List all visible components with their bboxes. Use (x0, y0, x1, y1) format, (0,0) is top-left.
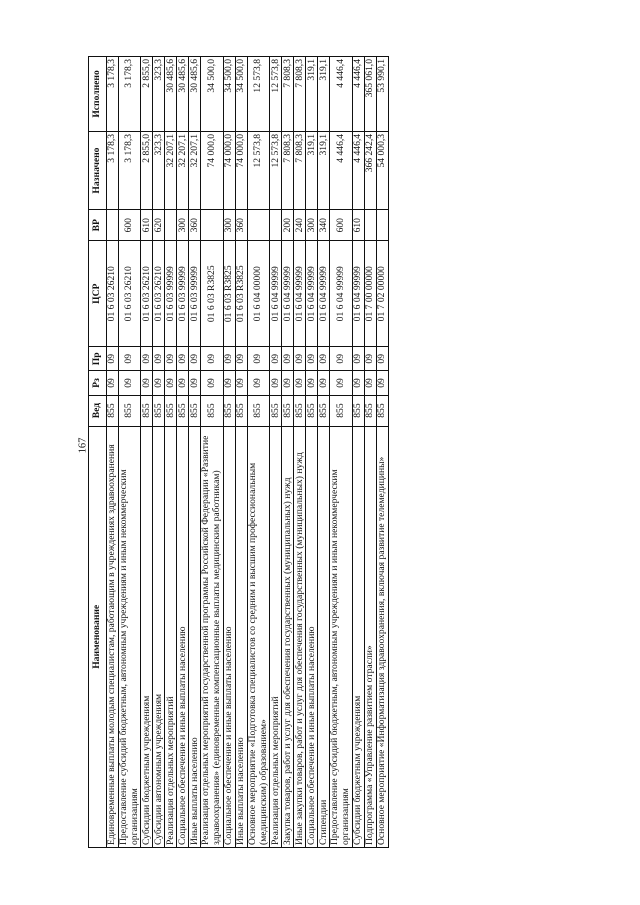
cell-csr: 01 7 00 00000 (364, 241, 376, 347)
cell-csr: 01 6 04 99999 (330, 241, 352, 347)
cell-ved: 855 (294, 395, 306, 426)
cell-ved: 855 (235, 395, 247, 426)
cell-name: Подпрограмма «Управление развитием отрасли» (364, 426, 376, 847)
cell-csr: 01 6 04 99999 (282, 241, 294, 347)
cell-pr: 09 (306, 347, 318, 371)
table-row (306, 57, 318, 848)
cell-name: Реализация отдельных мероприятий государственной программы Российской Федерации «Развитие здравоохранения» (единовременные компенсационные выплаты медицинским работникам) (201, 426, 223, 847)
cell-pr: 09 (364, 347, 376, 371)
cell-pr: 09 (235, 347, 247, 371)
cell-ved: 855 (165, 395, 177, 426)
cell-csr: 01 6 04 99999 (352, 241, 364, 347)
cell-rz: 09 (201, 371, 223, 395)
table-row (376, 57, 388, 848)
cell-pr: 09 (201, 347, 223, 371)
cell-vr: 360 (235, 210, 247, 241)
cell-csr: 01 6 03 26210 (153, 241, 165, 347)
cell-csr: 01 6 04 99999 (306, 241, 318, 347)
cell-assigned: 4 446,4 (352, 131, 364, 209)
cell-csr: 01 6 03 R3825 (201, 241, 223, 347)
cell-assigned: 4 446,4 (330, 131, 352, 209)
cell-executed: 323,3 (153, 57, 165, 132)
cell-csr: 01 6 03 99999 (189, 241, 201, 347)
cell-vr: 340 (318, 210, 330, 241)
cell-name: Основное мероприятие «Информатизация здравоохранения, включая развитие телемедицины» (376, 426, 388, 847)
cell-ved: 855 (330, 395, 352, 426)
cell-vr: 200 (282, 210, 294, 241)
cell-executed: 30 485,6 (165, 57, 177, 132)
cell-assigned: 323,3 (153, 131, 165, 209)
cell-csr: 01 6 03 26210 (119, 241, 141, 347)
cell-vr: 300 (306, 210, 318, 241)
table-row (294, 57, 306, 848)
cell-rz: 09 (364, 371, 376, 395)
cell-ved: 855 (318, 395, 330, 426)
cell-name: Реализация отдельных мероприятий (165, 426, 177, 847)
cell-csr: 01 6 04 99999 (270, 241, 282, 347)
cell-ved: 855 (223, 395, 235, 426)
cell-ved: 855 (376, 395, 388, 426)
cell-assigned: 12 573,8 (247, 131, 269, 209)
cell-name: Иные выплаты населению (235, 426, 247, 847)
cell-vr: 240 (294, 210, 306, 241)
table-row (223, 57, 235, 848)
cell-csr: 01 6 03 26210 (107, 241, 119, 347)
cell-csr: 01 6 04 00000 (247, 241, 269, 347)
cell-ved: 855 (189, 395, 201, 426)
table-row (189, 57, 201, 848)
cell-rz: 09 (189, 371, 201, 395)
cell-vr (364, 210, 376, 241)
header-name: Наименование (89, 426, 107, 847)
cell-ved: 855 (119, 395, 141, 426)
cell-pr: 09 (141, 347, 153, 371)
cell-executed: 30 485,6 (177, 57, 189, 132)
table-row (177, 57, 189, 848)
header-csr: ЦСР (89, 241, 107, 347)
cell-csr: 01 6 03 99999 (177, 241, 189, 347)
cell-assigned: 3 178,3 (107, 131, 119, 209)
cell-rz: 09 (294, 371, 306, 395)
table-row (201, 57, 223, 848)
table-row (364, 57, 376, 848)
cell-assigned: 32 207,1 (189, 131, 201, 209)
cell-vr (270, 210, 282, 241)
cell-assigned: 7 808,3 (294, 131, 306, 209)
cell-name: Социальное обеспечение и иные выплаты населению (306, 426, 318, 847)
cell-ved: 855 (107, 395, 119, 426)
cell-name: Предоставление субсидий бюджетным, автономным учреждениям и иным некоммерческим организациям (119, 426, 141, 847)
table-row (318, 57, 330, 848)
cell-vr (376, 210, 388, 241)
cell-executed: 319,1 (306, 57, 318, 132)
cell-csr: 01 7 02 00000 (376, 241, 388, 347)
cell-csr: 01 6 03 26210 (141, 241, 153, 347)
cell-pr: 09 (165, 347, 177, 371)
cell-vr: 300 (177, 210, 189, 241)
cell-rz: 09 (153, 371, 165, 395)
cell-rz: 09 (165, 371, 177, 395)
cell-pr: 09 (352, 347, 364, 371)
cell-ved: 855 (352, 395, 364, 426)
cell-rz: 09 (306, 371, 318, 395)
cell-ved: 855 (153, 395, 165, 426)
cell-executed: 3 178,3 (119, 57, 141, 132)
header-ved: Вед (89, 395, 107, 426)
cell-pr: 09 (189, 347, 201, 371)
cell-vr (201, 210, 223, 241)
cell-assigned: 319,1 (318, 131, 330, 209)
cell-rz: 09 (223, 371, 235, 395)
cell-pr: 09 (318, 347, 330, 371)
cell-name: Субсидии бюджетным учреждениям (352, 426, 364, 847)
cell-vr (165, 210, 177, 241)
cell-ved: 855 (270, 395, 282, 426)
cell-assigned: 32 207,1 (165, 131, 177, 209)
cell-assigned: 74 000,0 (223, 131, 235, 209)
cell-assigned: 32 207,1 (177, 131, 189, 209)
cell-rz: 09 (352, 371, 364, 395)
page-number: 167 (77, 437, 89, 454)
cell-csr: 01 6 03 R3825 (223, 241, 235, 347)
cell-pr: 09 (119, 347, 141, 371)
cell-vr: 610 (352, 210, 364, 241)
cell-pr: 09 (294, 347, 306, 371)
cell-csr: 01 6 04 99999 (294, 241, 306, 347)
cell-executed: 3 178,3 (107, 57, 119, 132)
cell-ved: 855 (201, 395, 223, 426)
table-row (141, 57, 153, 848)
cell-vr: 300 (223, 210, 235, 241)
cell-assigned: 366 242,4 (364, 131, 376, 209)
cell-pr: 09 (330, 347, 352, 371)
header-rz: Рз (89, 371, 107, 395)
cell-rz: 09 (107, 371, 119, 395)
cell-assigned: 12 573,8 (270, 131, 282, 209)
rotated-page-content (88, 56, 389, 848)
cell-rz: 09 (318, 371, 330, 395)
cell-executed: 4 446,4 (352, 57, 364, 132)
cell-name: Стипендии (318, 426, 330, 847)
cell-csr: 01 6 03 R3825 (235, 241, 247, 347)
table-body (107, 57, 389, 848)
cell-rz: 09 (376, 371, 388, 395)
cell-name: Субсидии автономным учреждениям (153, 426, 165, 847)
cell-rz: 09 (330, 371, 352, 395)
cell-pr: 09 (177, 347, 189, 371)
cell-pr: 09 (247, 347, 269, 371)
budget-table (88, 56, 389, 848)
cell-pr: 09 (153, 347, 165, 371)
table-row (352, 57, 364, 848)
cell-vr: 610 (141, 210, 153, 241)
cell-ved: 855 (141, 395, 153, 426)
cell-rz: 09 (119, 371, 141, 395)
cell-csr: 01 6 03 99999 (165, 241, 177, 347)
cell-name: Реализация отдельных мероприятий (270, 426, 282, 847)
header-pr: Пр (89, 347, 107, 371)
cell-vr: 360 (189, 210, 201, 241)
cell-executed: 2 855,0 (141, 57, 153, 132)
cell-name: Закупка товаров, работ и услуг для обеспечения государственных (муниципальных) нужд (282, 426, 294, 847)
cell-ved: 855 (306, 395, 318, 426)
cell-executed: 7 808,3 (294, 57, 306, 132)
cell-assigned: 74 000,0 (201, 131, 223, 209)
cell-name: Субсидии бюджетным учреждениям (141, 426, 153, 847)
cell-rz: 09 (247, 371, 269, 395)
cell-executed: 7 808,3 (282, 57, 294, 132)
cell-ved: 855 (177, 395, 189, 426)
cell-assigned: 319,1 (306, 131, 318, 209)
cell-executed: 365 061,0 (364, 57, 376, 132)
table-row (165, 57, 177, 848)
cell-executed: 34 500,0 (223, 57, 235, 132)
cell-pr: 09 (270, 347, 282, 371)
table-row (107, 57, 119, 848)
table-row (119, 57, 141, 848)
cell-executed: 12 573,8 (247, 57, 269, 132)
header-vr: ВР (89, 210, 107, 241)
cell-pr: 09 (376, 347, 388, 371)
cell-assigned: 54 000,3 (376, 131, 388, 209)
cell-ved: 855 (247, 395, 269, 426)
header-assigned: Назначено (89, 131, 107, 209)
table-row (282, 57, 294, 848)
cell-rz: 09 (235, 371, 247, 395)
cell-executed: 319,1 (318, 57, 330, 132)
table-row (153, 57, 165, 848)
table-header-row (89, 57, 107, 848)
cell-name: Иные закупки товаров, работ и услуг для обеспечения государственных (муниципальных) нужд (294, 426, 306, 847)
cell-name: Основное мероприятие «Подготовка специалистов со средним и высшим профессиональным (медицинским) образованием» (247, 426, 269, 847)
cell-executed: 53 990,1 (376, 57, 388, 132)
cell-rz: 09 (141, 371, 153, 395)
cell-pr: 09 (223, 347, 235, 371)
cell-executed: 12 573,8 (270, 57, 282, 132)
cell-name: Социальное обеспечение и иные выплаты населению (177, 426, 189, 847)
cell-assigned: 74 000,0 (235, 131, 247, 209)
cell-ved: 855 (364, 395, 376, 426)
cell-name: Социальное обеспечение и иные выплаты населению (223, 426, 235, 847)
cell-name: Предоставление субсидий бюджетным, автономным учреждениям и иным некоммерческим организациям (330, 426, 352, 847)
cell-ved: 855 (282, 395, 294, 426)
cell-executed: 34 500,0 (201, 57, 223, 132)
cell-vr: 620 (153, 210, 165, 241)
header-executed: Исполнено (89, 57, 107, 132)
cell-vr (107, 210, 119, 241)
cell-executed: 30 485,6 (189, 57, 201, 132)
cell-assigned: 7 808,3 (282, 131, 294, 209)
cell-rz: 09 (177, 371, 189, 395)
cell-pr: 09 (282, 347, 294, 371)
cell-vr: 600 (119, 210, 141, 241)
cell-assigned: 2 855,0 (141, 131, 153, 209)
cell-name: Иные выплаты населению (189, 426, 201, 847)
cell-rz: 09 (282, 371, 294, 395)
table-row (247, 57, 269, 848)
cell-vr: 600 (330, 210, 352, 241)
cell-executed: 34 500,0 (235, 57, 247, 132)
cell-assigned: 3 178,3 (119, 131, 141, 209)
cell-pr: 09 (107, 347, 119, 371)
table-row (235, 57, 247, 848)
cell-vr (247, 210, 269, 241)
cell-executed: 4 446,4 (330, 57, 352, 132)
table-row (330, 57, 352, 848)
table-row (270, 57, 282, 848)
cell-rz: 09 (270, 371, 282, 395)
cell-csr: 01 6 04 99999 (318, 241, 330, 347)
cell-name: Единовременные выплаты молодым специалистам, работающим в учреждениях здравоохранения (107, 426, 119, 847)
